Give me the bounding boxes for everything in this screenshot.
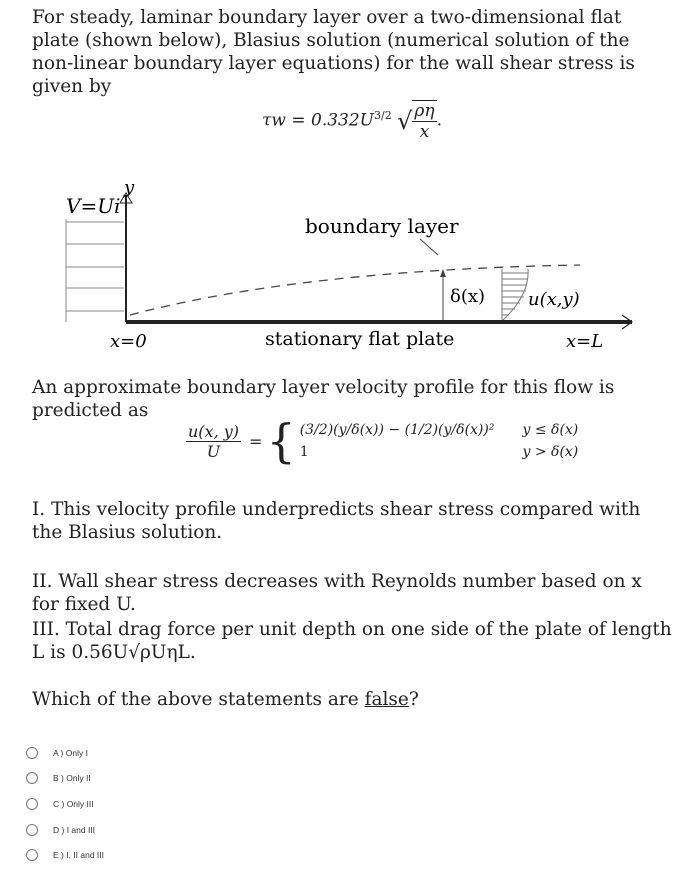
profile-equation: $\frac{u(x, y)}{U}$ = { (3/2)(y/δ(x)) − (1/2)(y/δ(x))² y ≤ δ(x) 1 y > δ(x) xyxy=(188,414,579,468)
case2-expression: 1 xyxy=(299,444,309,460)
option-d[interactable] xyxy=(26,817,104,843)
option-a[interactable] xyxy=(26,740,104,766)
option-e-label: E ) I, II and III xyxy=(53,850,105,861)
profile-lhs-numerator: u(x, y) xyxy=(188,421,240,441)
radio-icon[interactable] xyxy=(26,772,38,784)
u-xy-label: u(x,y) xyxy=(528,289,580,310)
case1-condition: y ≤ δ(x) xyxy=(522,422,579,438)
radio-icon[interactable] xyxy=(26,747,38,759)
x0-label: x=0 xyxy=(110,331,147,352)
blasius-equation: $\tau w = 0.332U^{3/2}$ √ $\frac{\rho\eta}{x}$ . xyxy=(262,101,443,142)
y-axis-label: y xyxy=(124,177,135,198)
boundary-layer-pointer xyxy=(420,239,438,255)
statement-1: I. This velocity profile underpredicts shear stress compared with the Blasius solution. xyxy=(32,499,641,543)
case2-condition: y > δ(x) xyxy=(522,444,579,460)
statement-3: III. Total drag force per unit depth on one side of the plate of length L is 0.56U√ρUηL. xyxy=(32,619,672,663)
intro-text: For steady, laminar boundary layer over a two-dimensional flat plate (shown below), Blasius solution (numerical solution of the non-linear boundary layer equations) for the wall shear stress is given by xyxy=(32,7,635,97)
velocity-label: V=Ui xyxy=(66,194,121,218)
option-b[interactable] xyxy=(26,766,104,792)
statement-2: II. Wall shear stress decreases with Reynolds number based on x for fixed U. xyxy=(32,571,642,615)
question-prefix: Which of the above statements are xyxy=(32,689,365,710)
downstream-profile xyxy=(502,269,528,321)
blasius-numerator: ρη xyxy=(414,101,435,121)
question-suffix: ? xyxy=(408,689,419,710)
question-text xyxy=(32,688,672,711)
answer-options xyxy=(26,740,104,868)
option-c[interactable] xyxy=(26,791,104,817)
radio-icon[interactable] xyxy=(26,824,38,836)
boundary-layer-figure xyxy=(0,175,693,355)
option-b-label: B ) Only II xyxy=(53,773,91,784)
case1-expression: (3/2)(y/δ(x)) − (1/2)(y/δ(x))² xyxy=(299,422,495,438)
boundary-layer-label: boundary layer xyxy=(305,214,459,238)
approx-text: An approximate boundary layer velocity profile for this flow is predicted as xyxy=(32,377,615,421)
delta-label: δ(x) xyxy=(450,286,486,307)
profile-lhs-denominator: U xyxy=(206,441,221,461)
blasius-denominator: x xyxy=(419,122,430,142)
inlet-profile xyxy=(66,219,124,322)
radio-icon[interactable] xyxy=(26,849,38,861)
option-c-label: C ) Only III xyxy=(53,798,94,809)
radio-icon[interactable] xyxy=(26,798,38,810)
xL-label: x=L xyxy=(566,331,604,352)
option-a-label: A ) Only I xyxy=(53,747,88,758)
blasius-exponent: 3/2 xyxy=(374,108,392,122)
plate-label: stationary flat plate xyxy=(265,328,455,350)
option-e[interactable] xyxy=(26,842,104,868)
option-d-label: D ) I and III xyxy=(53,824,96,835)
question-emphasis: false xyxy=(364,689,409,710)
delta-arrow-icon xyxy=(440,269,446,277)
blasius-lhs: τw = 0.332U xyxy=(262,110,375,131)
